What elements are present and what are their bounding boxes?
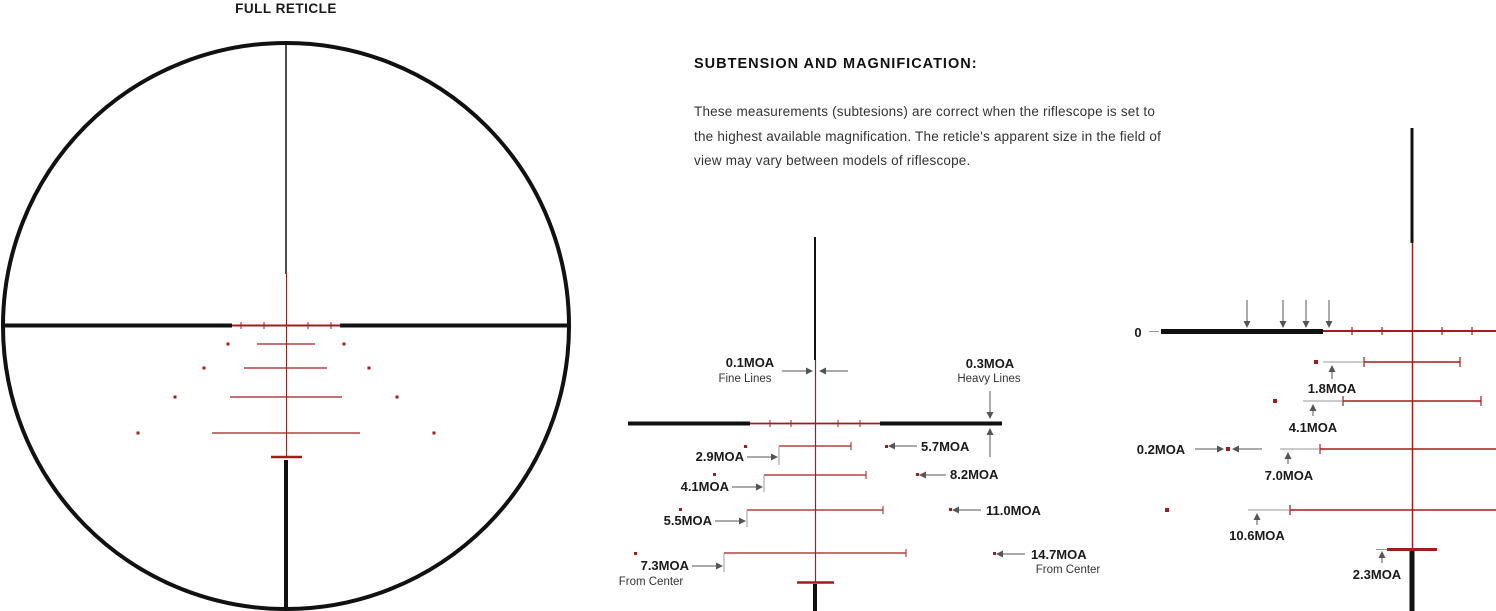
label-right-l2: 4.1MOA bbox=[1288, 420, 1338, 435]
full-reticle bbox=[3, 1, 569, 609]
label-bar2: 4.1MOA bbox=[680, 479, 729, 494]
label-fine-note: Fine Lines bbox=[718, 373, 772, 385]
label-heavy-value: 0.3MOA bbox=[965, 356, 1015, 371]
right-red-reticle bbox=[1165, 243, 1496, 550]
label-dot3: 11.0MOA bbox=[986, 503, 1041, 518]
label-zero: 0 bbox=[1134, 325, 1142, 340]
section-description bbox=[694, 100, 1254, 174]
label-dot4-note: From Center bbox=[1035, 564, 1101, 576]
label-bar4-value: 7.3MOA bbox=[640, 558, 689, 573]
label-bar3: 5.5MOA bbox=[663, 513, 712, 528]
red-reticle bbox=[137, 273, 436, 457]
label-right-dot-size: 0.2MOA bbox=[1136, 442, 1186, 457]
mid-red-reticle bbox=[634, 360, 996, 583]
label-heavy-note: Heavy Lines bbox=[957, 373, 1021, 385]
label-fine-value: 0.1MOA bbox=[725, 355, 775, 370]
label-right-l4: 10.6MOA bbox=[1229, 528, 1285, 543]
label-dot2: 8.2MOA bbox=[950, 467, 999, 482]
description-line: view may vary between models of riflescope. bbox=[694, 153, 971, 168]
label-dot1: 5.7MOA bbox=[921, 439, 970, 454]
label-right-l3: 7.0MOA bbox=[1264, 468, 1314, 483]
description-line: the highest available magnification. The reticle's apparent size in the field of bbox=[694, 128, 1162, 144]
full-reticle-title: FULL RETICLE bbox=[235, 1, 337, 16]
label-bar1: 2.9MOA bbox=[695, 449, 744, 464]
label-bar4-note: From Center bbox=[618, 576, 684, 588]
middle-detail bbox=[619, 237, 1101, 611]
section-heading: SUBTENSION AND MAGNIFICATION: bbox=[694, 56, 978, 72]
right-detail bbox=[1134, 128, 1496, 611]
label-dot4-value: 14.7MOA bbox=[1031, 547, 1087, 562]
label-right-l1: 1.8MOA bbox=[1307, 381, 1357, 396]
label-right-post: 2.3MOA bbox=[1352, 567, 1402, 582]
description-line: These measurements (subtesions) are correct when the riflescope is set to bbox=[694, 104, 1156, 119]
